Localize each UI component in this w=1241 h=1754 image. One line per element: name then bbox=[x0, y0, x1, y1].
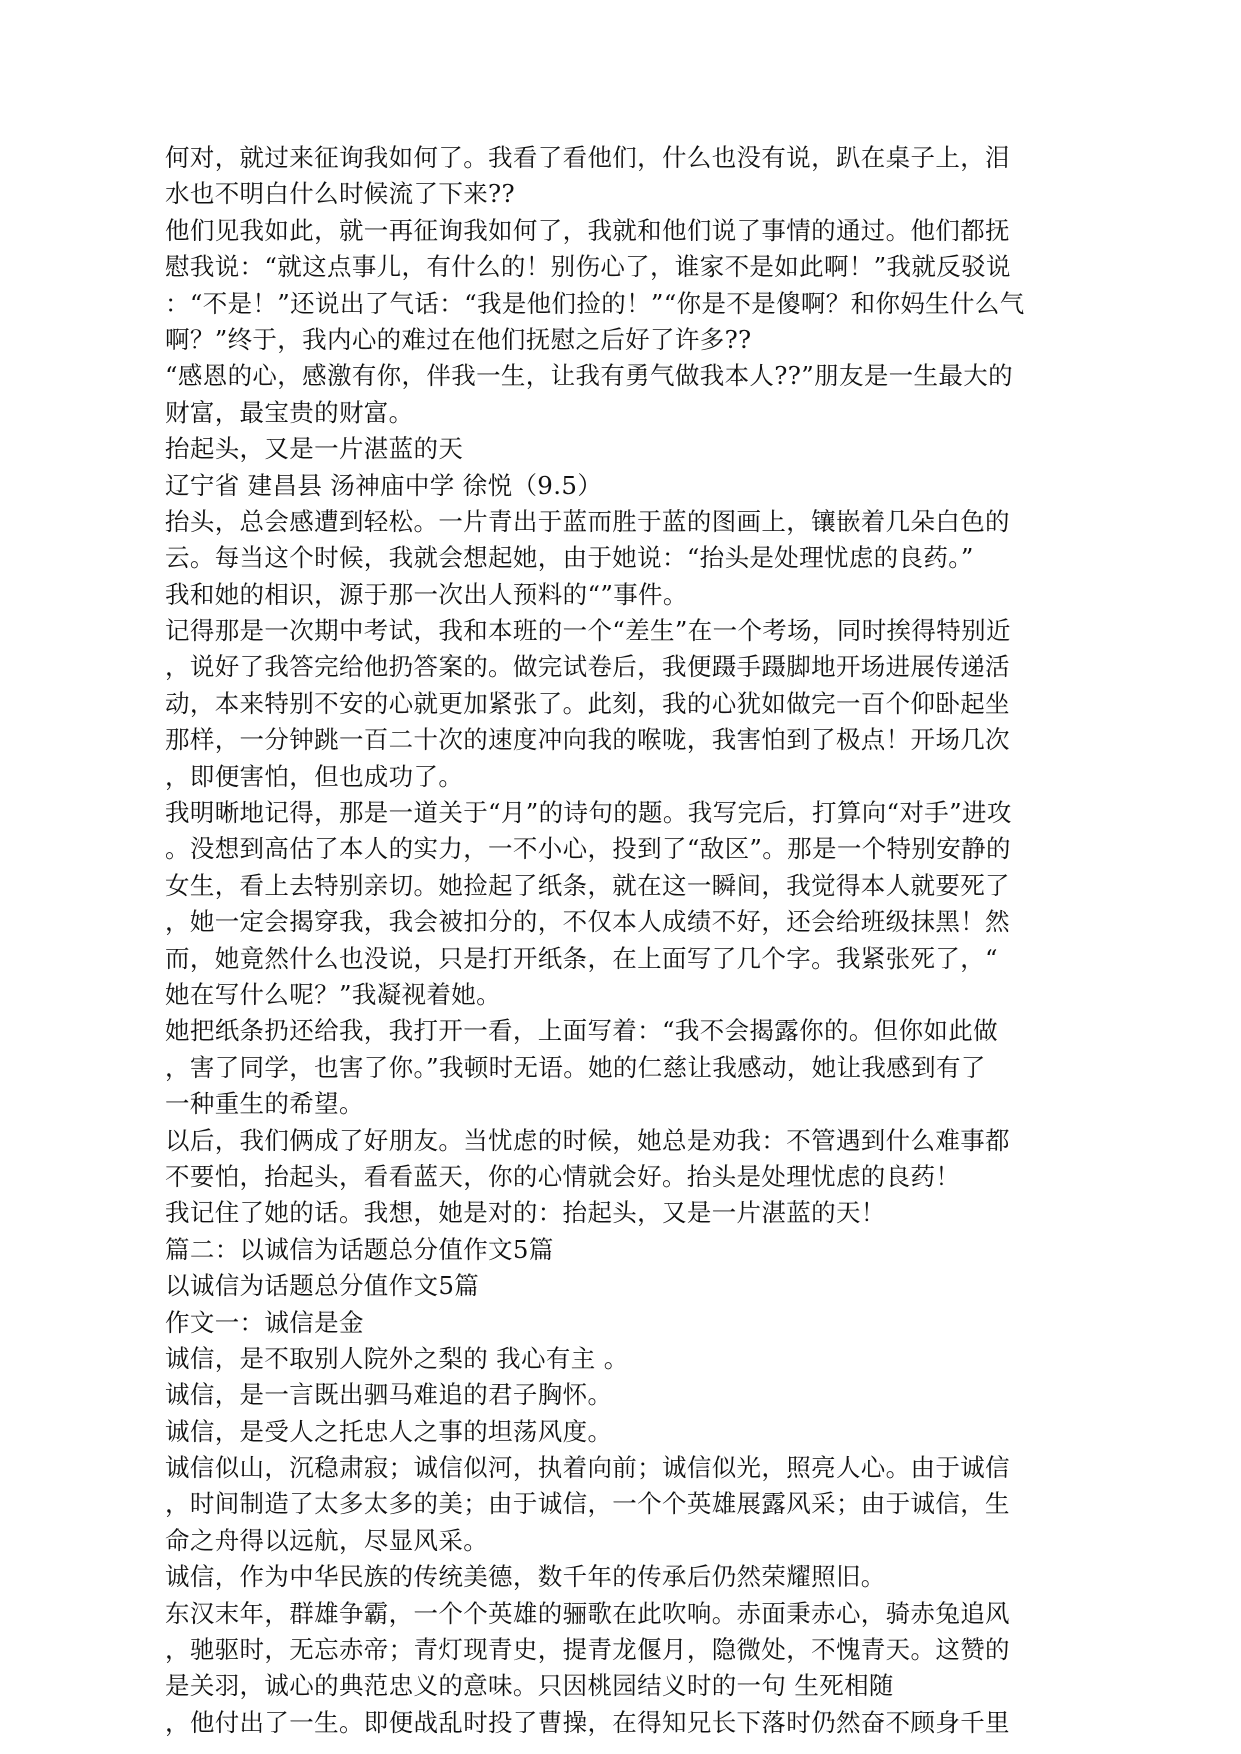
text-line: 一种重生的希望。 bbox=[165, 1089, 364, 1119]
text-line: 我记住了她的话。我想，她是对的：抬起头，又是一片湛蓝的天！ bbox=[165, 1198, 886, 1228]
text-line: 她把纸条扔还给我，我打开一看，上面写着：“我不会揭露你的。但你如此做 bbox=[165, 1016, 998, 1046]
text-line: 财富，最宝贵的财富。 bbox=[165, 397, 414, 427]
text-line: 动，本来特别不安的心就更加紧张了。此刻，我的心犹如做完一百个仰卧起坐 bbox=[165, 688, 1010, 718]
text-line: 诚信，作为中华民族的传统美德，数千年的传承后仍然荣耀照旧。 bbox=[165, 1562, 886, 1592]
text-line: ，说好了我答完给他扔答案的。做完试卷后，我便蹑手蹑脚地开场进展传递活 bbox=[165, 652, 1010, 682]
text-line: 女生，看上去特别亲切。她捡起了纸条，就在这一瞬间，我觉得本人就要死了 bbox=[165, 870, 1010, 900]
text-line: 我和她的相识，源于那一次出人预料的“”事件。 bbox=[165, 579, 688, 609]
text-line: 诚信，是一言既出驷马难追的君子胸怀。 bbox=[165, 1380, 613, 1410]
document-body bbox=[165, 140, 1055, 1741]
text-line: 命之舟得以远航，尽显风采。 bbox=[165, 1525, 489, 1555]
text-line: 那样，一分钟跳一百二十次的速度冲向我的喉咙，我害怕到了极点！开场几次 bbox=[165, 725, 1010, 755]
text-line: 以后，我们俩成了好朋友。当忧虑的时候，她总是劝我：不管遇到什么难事都 bbox=[165, 1125, 1010, 1155]
text-line: 记得那是一次期中考试，我和本班的一个“差生”在一个考场，同时挨得特别近 bbox=[165, 616, 1011, 646]
text-line: ，她一定会揭穿我，我会被扣分的，不仅本人成绩不好，还会给班级抹黑！然 bbox=[165, 907, 1010, 937]
text-line: ，时间制造了太多太多的美；由于诚信，一个个英雄展露风采；由于诚信，生 bbox=[165, 1489, 1010, 1519]
text-line: 。没想到高估了本人的实力，一不小心，投到了“敌区”。那是一个特别安静的 bbox=[165, 834, 1011, 864]
text-line: ，他付出了一生。即便战乱时投了曹操，在得知兄长下落时仍然奋不顾身千里 bbox=[165, 1707, 1010, 1737]
text-line: 是关羽，诚心的典范忠义的意味。只因桃园结义时的一句 生死相随 bbox=[165, 1671, 894, 1701]
text-line: 慰我说：“就这点事儿，有什么的！别伤心了，谁家不是如此啊！”我就反驳说 bbox=[165, 252, 1011, 282]
text-line: ，驰驱时，无忘赤帝；青灯现青史，提青龙偃月，隐微处，不愧青天。这赞的 bbox=[165, 1635, 1010, 1665]
text-line: ，害了同学，也害了你。”我顿时无语。她的仁慈让我感动，她让我感到有了 bbox=[165, 1052, 986, 1082]
text-line: ，即便害怕，但也成功了。 bbox=[165, 761, 464, 791]
text-line: 而，她竟然什么也没说，只是打开纸条，在上面写了几个字。我紧张死了，“ bbox=[165, 943, 998, 973]
text-line: 诚信，是不取别人院外之梨的 我心有主 。 bbox=[165, 1343, 629, 1373]
text-line: 水也不明白什么时候流了下来?? bbox=[165, 179, 516, 209]
text-line: 东汉末年，群雄争霸，一个个英雄的骊歌在此吹响。赤面秉赤心，骑赤兔追风 bbox=[165, 1598, 1010, 1628]
text-line: 他们见我如此，就一再征询我如何了，我就和他们说了事情的通过。他们都抚 bbox=[165, 215, 1010, 245]
essay-title: 作文一：诚信是金 bbox=[165, 1307, 364, 1337]
text-line: 诚信，是受人之托忠人之事的坦荡风度。 bbox=[165, 1416, 613, 1446]
chapter-heading: 篇二：以诚信为话题总分值作文5篇 bbox=[165, 1234, 554, 1264]
text-line: 她在写什么呢？”我凝视着她。 bbox=[165, 979, 501, 1009]
text-line: 不要怕，抬起头，看看蓝天，你的心情就会好。抬头是处理忧虑的良药！ bbox=[165, 1161, 961, 1191]
article-title: 以诚信为话题总分值作文5篇 bbox=[165, 1271, 480, 1301]
text-line: 我明晰地记得，那是一道关于“月”的诗句的题。我写完后，打算向“对手”进攻 bbox=[165, 798, 1012, 828]
text-line: 云。每当这个时候，我就会想起她，由于她说：“抬头是处理忧虑的良药。” bbox=[165, 543, 974, 573]
text-line: 抬头，总会感遭到轻松。一片青出于蓝而胜于蓝的图画上，镶嵌着几朵白色的 bbox=[165, 506, 1010, 536]
section-title: 抬起头，又是一片湛蓝的天 bbox=[165, 434, 464, 464]
text-line: ：“不是！”还说出了气话：“我是他们捡的！”“你是不是傻啊？和你妈生什么气 bbox=[165, 288, 1025, 318]
author-line: 辽宁省 建昌县 汤神庙中学 徐悦（9.5） bbox=[165, 470, 603, 500]
text-line: 诚信似山，沉稳肃寂；诚信似河，执着向前；诚信似光，照亮人心。由于诚信 bbox=[165, 1453, 1010, 1483]
text-line: 何对，就过来征询我如何了。我看了看他们，什么也没有说，趴在桌子上，泪 bbox=[165, 143, 1010, 172]
text-line: “感恩的心，感激有你，伴我一生，让我有勇气做我本人??”朋友是一生最大的 bbox=[165, 361, 1013, 391]
text-line: 啊？”终于，我内心的难过在他们抚慰之后好了许多?? bbox=[165, 324, 752, 354]
